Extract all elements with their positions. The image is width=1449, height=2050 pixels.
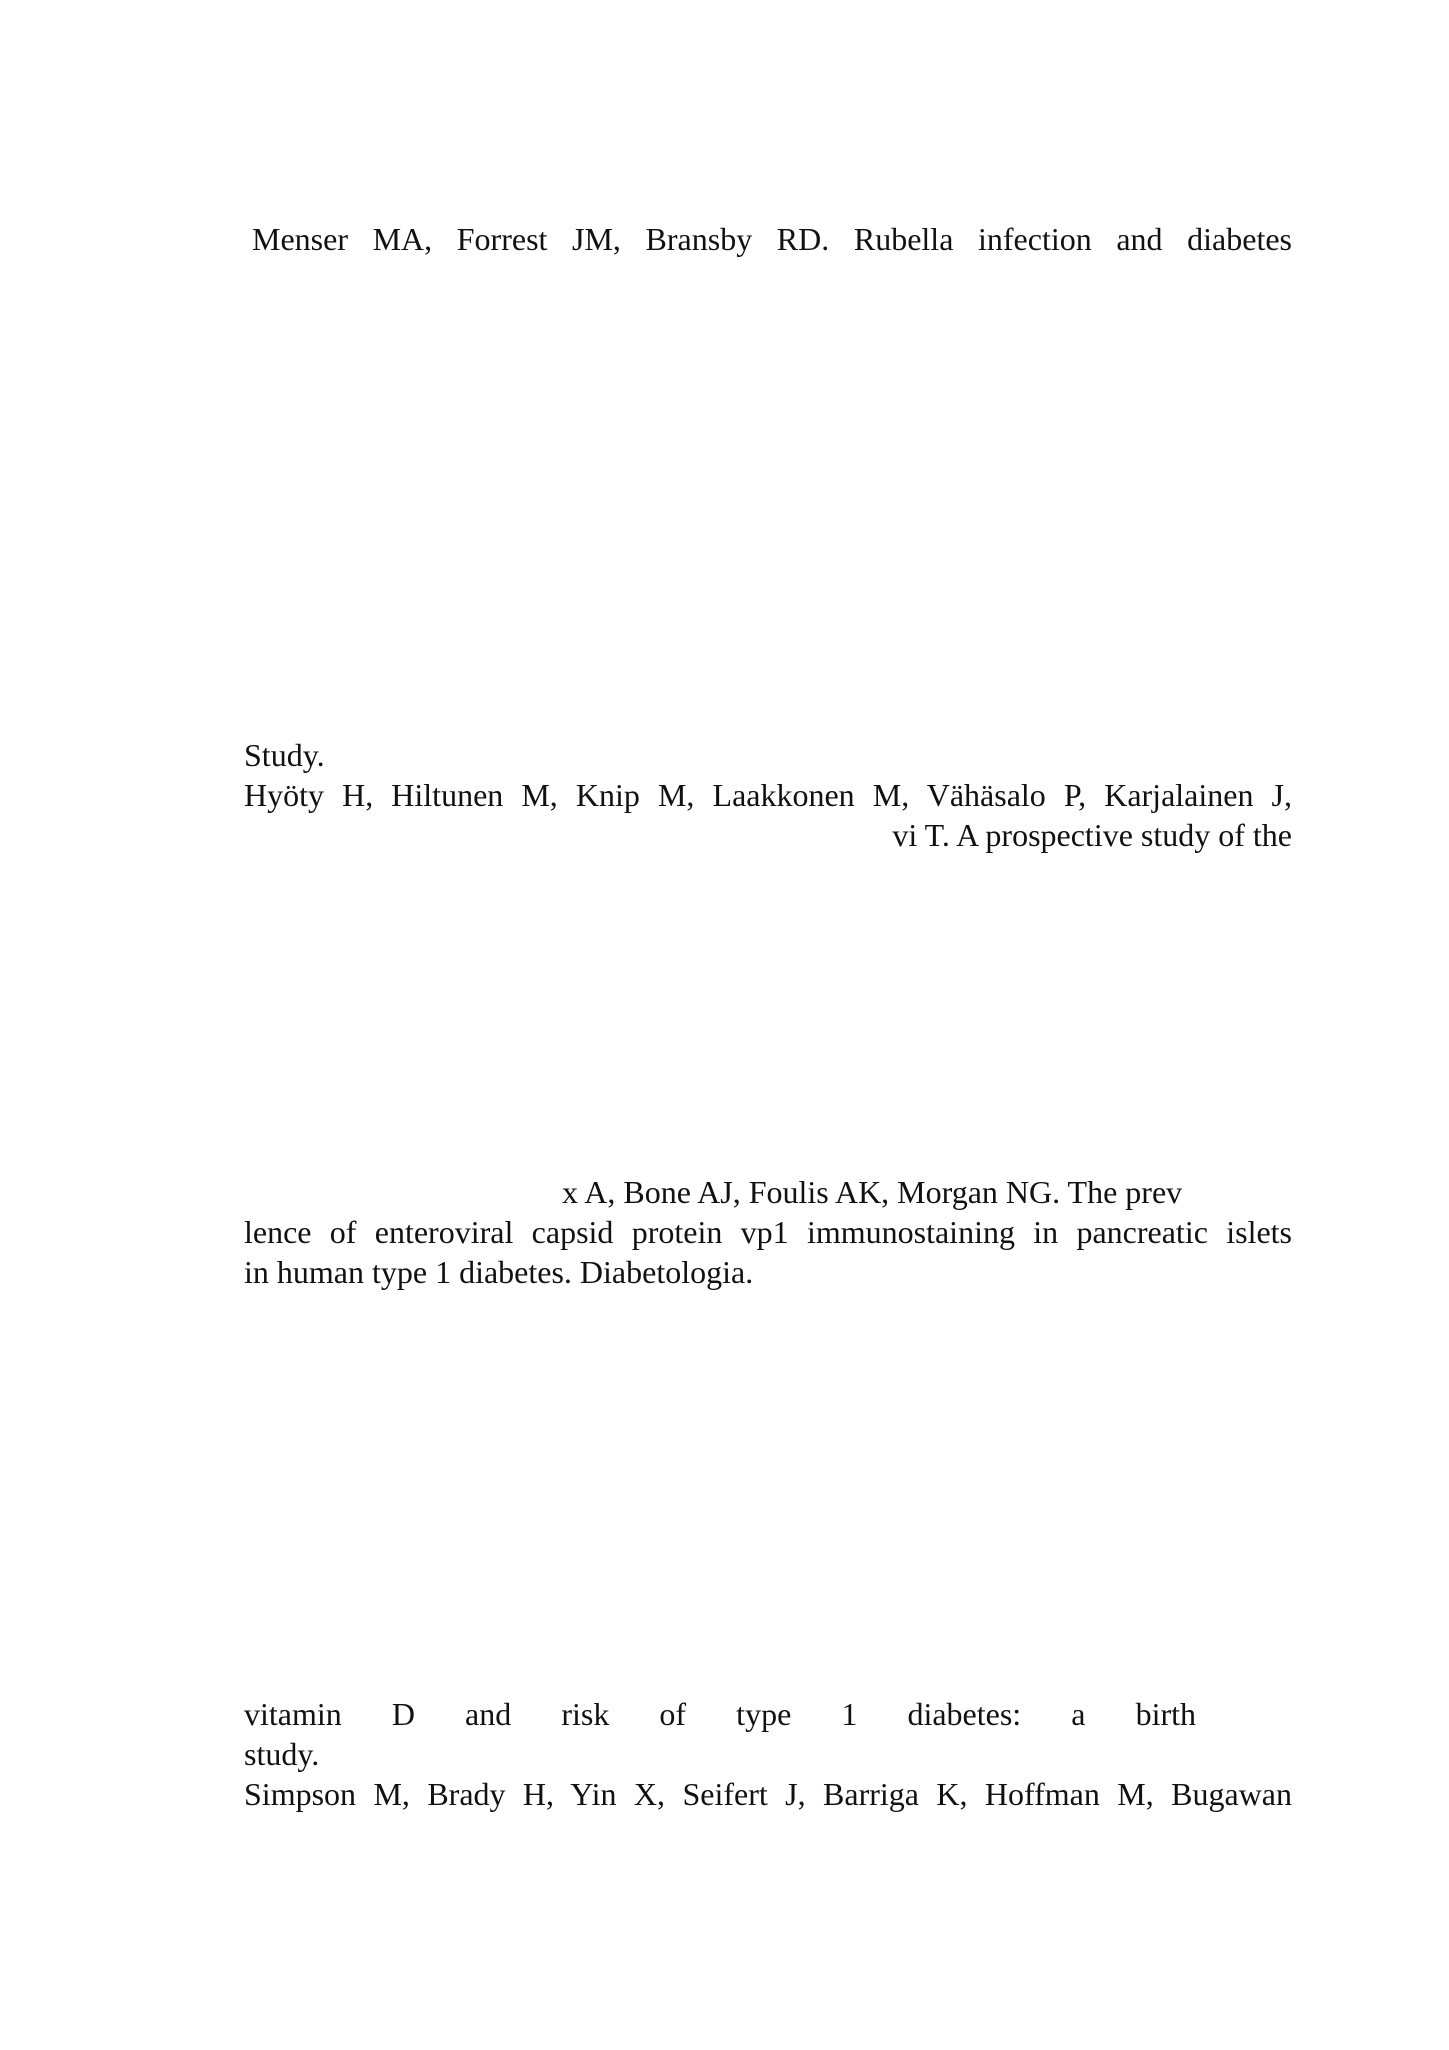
reference-hyoty-line-2: vi T. A prospective study of the bbox=[892, 817, 1292, 853]
reference-richardson-line-3: in human type 1 diabetes. Diabetologia. bbox=[244, 1254, 754, 1290]
reference-richardson-line-2: lence of enteroviral capsid protein vp1 immunostaining in pancreatic islets bbox=[244, 1214, 1292, 1250]
reference-hyoty-line-1: Hyöty H, Hiltunen M, Knip M, Laakkonen M, Vähäsalo P, Karjalainen J, bbox=[244, 777, 1292, 813]
reference-vitamin-d-line-2: study. bbox=[244, 1736, 320, 1772]
reference-hyoty-study-label: Study. bbox=[244, 737, 325, 773]
reference-simpson-line-1: Simpson M, Brady H, Yin X, Seifert J, Barriga K, Hoffman M, Bugawan bbox=[244, 1776, 1292, 1812]
reference-menser-line-1: Menser MA, Forrest JM, Bransby RD. Rubella infection and diabetes bbox=[252, 221, 1292, 257]
reference-richardson-line-1: x A, Bone AJ, Foulis AK, Morgan NG. The prev bbox=[562, 1174, 1183, 1210]
reference-vitamin-d-line-1: vitamin D and risk of type 1 diabetes: a birth bbox=[244, 1696, 1196, 1732]
